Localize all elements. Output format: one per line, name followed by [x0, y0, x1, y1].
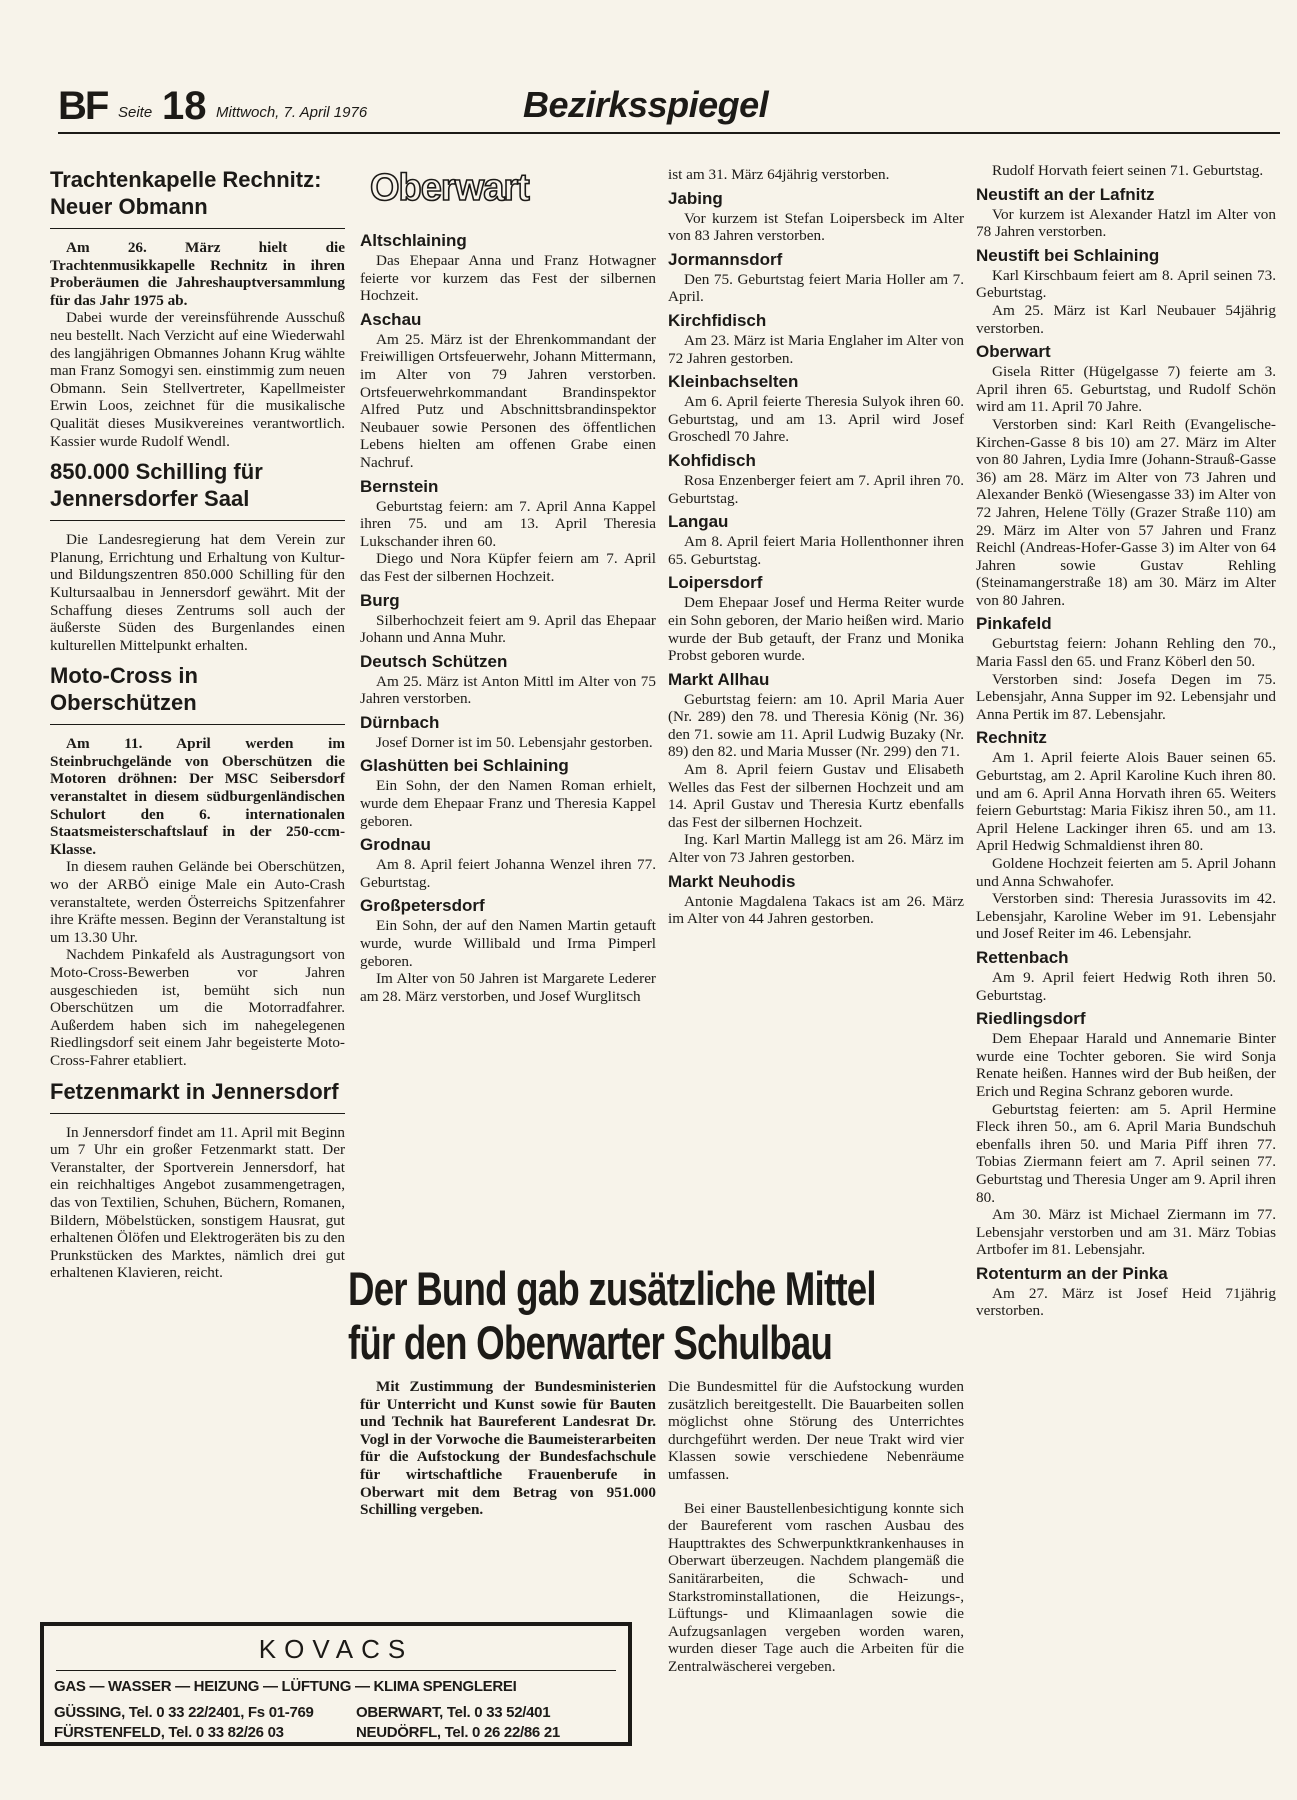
article-paragraph: Dabei wurde der vereinsführende Ausschuß neu bestellt. Nach Verzicht auf eine Wiederwahl des langjährigen Obmannes Johann Krug wählte man Franz Somogyi sen. einstimmig zum neuen Obmann. Sein Stellvertreter, Kapellmeister Erwin Loos, zeichnet für die musikalische Qualität dieses Musikvereines verantwortlich. Kassier wurde Rudolf Wendl.	[50, 309, 345, 450]
ad-contact-fuerstenfeld: FÜRSTENFELD, Tel. 0 33 82/26 03	[54, 1724, 284, 1741]
news-item: Ein Sohn, der auf den Namen Martin getauft wurde, wurde Willibald und Irma Pimperl geboren.	[360, 917, 656, 970]
article-paragraph: In Jennersdorf findet am 11. April mit Beginn um 7 Uhr ein großer Fetzenmarkt statt. Der Veranstalter, der Sportverein Jennersdorf, hat ein reichhaltiges Angebot zusammengetragen, das von Textilien, Schuhen, Büchern, Romanen, Bildern, Möbelstücken, sonstigem Hausrat, gut erhaltenen Ölöfen und Elektrogeräten bis zu den Prunkstücken des Marktes, nämlich drei gut erhaltenen Klavieren, reicht.	[50, 1123, 345, 1282]
place-heading: Jormannsdorf	[668, 249, 783, 269]
news-item: Am 9. April feiert Hedwig Roth ihren 50. Geburtstag.	[976, 968, 1276, 1004]
news-item: Rudolf Horvath feiert seinen 71. Geburtstag.	[992, 162, 1264, 179]
column-4	[976, 162, 1276, 1320]
article-paragraph: Nachdem Pinkafeld als Austragungsort von Moto-Cross-Bewerben vor Jahren ausgeschieden ist, bemüht sich nun Oberschützen um die Motorradfahrer. Außerdem haben sich im nahegelegenen Riedlingsdorf seit einem Jahr begeisterte Moto-Cross-Fahrer etabliert.	[50, 946, 345, 1069]
news-item: Dem Ehepaar Harald und Annemarie Binter wurde eine Tochter geboren. Sie wird Sonja Renate heißen. Hannes wird der Bub heißen, der Erich und Regina Schranz geboren wurde.	[976, 1030, 1276, 1100]
place-heading: Markt Allhau	[668, 669, 770, 689]
place-heading: Grodnau	[360, 835, 431, 855]
place-heading: Kirchfidisch	[668, 310, 767, 330]
schulbau-lead: Mit Zustimmung der Bundesministerien für Unterricht und Kunst sowie für Bauten und Technik hat Baureferent Landesrat Dr. Vogl in der Vorwoche die Baumeisterarbeiten für die Aufstockung der Bundesfachschule für wirtschaftliche Frauenberufe in Oberwart mit dem Betrag von 951.000 Schilling vergeben.	[360, 1378, 656, 1519]
ad-contact-oberwart: OBERWART, Tel. 0 33 52/401	[356, 1704, 551, 1721]
news-item: Goldene Hochzeit feierten am 5. April Johann und Anna Schwahofer.	[976, 855, 1276, 890]
news-item: ist am 31. März 64jährig verstorben.	[668, 166, 890, 183]
masthead	[58, 84, 1280, 136]
place-heading: Rotenturm an der Pinka	[976, 1263, 1168, 1283]
place-heading: Rechnitz	[976, 728, 1047, 748]
news-item: Am 25. März ist der Ehrenkommandant der Freiwilligen Ortsfeuerwehr, Johann Mittermann, im Alter von 79 Jahren verstorben. Ortsfeuerwehrkommandant Brandinspektor Alfred Putz und Abschnittsbrandinspektor Neubauer sowie Personen des öffentlichen Lebens hielten am offenen Grabe einen Nachruf.	[360, 330, 656, 471]
ad-divider	[56, 1670, 616, 1671]
article-paragraph: Die Landesregierung hat dem Verein zur Planung, Errichtung und Erhaltung von Kultur- und Bildungszentren 850.000 Schilling für den Kultursaalbau in Jennersdorf gewährt. Mit der Schaffung dieses Zentrums soll auch der äußerste Süden des Burgenlandes einen kulturellen Mittelpunkt erhalten.	[50, 531, 345, 654]
schulbau-headline-line-2: für den Oberwarter Schulbau	[348, 1316, 833, 1369]
news-item: Diego und Nora Küpfer feiern am 7. April das Fest der silbernen Hochzeit.	[360, 550, 656, 585]
news-item: Silberhochzeit feiert am 9. April das Ehepaar Johann und Anna Muhr.	[360, 611, 656, 647]
place-heading: Oberwart	[976, 342, 1051, 362]
article-headline: 850.000 Schilling für Jennersdorfer Saal	[50, 458, 345, 521]
news-item: Verstorben sind: Karl Reith (Evangelische-Kirchen-Gasse 8 bis 10) am 27. März im Alter von 80 Jahren, Lydia Imre (Johann-Strauß-Gasse 36) am 28. März im Alter von 73 Jahren und Alexander Benkö (Wiesengasse 33) im Alter von 72 Jahren, Helene Tölly (Grazer Straße 110) am 29. März im Alter von 57 Jahren und Franz Reichl (Andreas-Hofer-Gasse 3) im Alter von 64 Jahren sowie Gustav Rehling (Steinamangerstraße 18) am 30. März im Alter von 80 Jahren.	[976, 415, 1276, 609]
ad-trades: GAS — WASSER — HEIZUNG — LÜFTUNG — KLIMA SPENGLEREI	[54, 1678, 517, 1695]
article-headline: Moto-Cross in Oberschützen	[50, 662, 345, 725]
schulbau-paragraph: Bei einer Baustellenbesichtigung konnte sich der Baureferent vom raschen Ausbau des Haupttraktes des Schwerpunktkrankenhauses in Oberwart überzeugen. Nachdem plangemäß die Sanitärarbeiten, die Schwach- und Starkstrominstallationen, die Heizungs-, Lüftungs- und Klimaanlagen sowie die Aufzugsanlagen vergeben worden waren, wurden dieser Tage auch die Arbeiten für die Zentralwäscherei vergeben.	[668, 1499, 964, 1675]
news-item: Den 75. Geburtstag feiert Maria Holler am 7. April.	[668, 270, 964, 306]
place-heading: Neustift bei Schlaining	[976, 245, 1160, 265]
article-headline: Trachtenkapelle Rechnitz: Neuer Obmann	[50, 166, 345, 229]
news-item: Am 6. April feierte Theresia Sulyok ihren 60. Geburtstag, und am 13. April wird Josef Groschedl 70 Jahre.	[668, 393, 964, 446]
news-item: Karl Kirschbaum feiert am 8. April seinen 73. Geburtstag.	[976, 266, 1276, 302]
news-item: Am 8. April feiern Gustav und Elisabeth Welles das Fest der silbernen Hochzeit und am 14. April Gustav und Theresia Kurtz ebenfalls das Fest der silbernen Hochzeit.	[668, 761, 964, 831]
news-item: Verstorben sind: Theresia Jurassovits im 42. Lebensjahr, Karoline Weber im 91. Lebensjahr und Josef Reiter im 46. Lebensjahr.	[976, 890, 1276, 943]
news-item: Am 25. März ist Anton Mittl im Alter von 75 Jahren verstorben.	[360, 672, 656, 708]
place-heading: Deutsch Schützen	[360, 651, 508, 671]
news-item: Ein Sohn, der den Namen Roman erhielt, wurde dem Ehepaar Franz und Theresia Kappel geboren.	[360, 777, 656, 830]
page-number: 18	[162, 84, 207, 128]
article-lead: Am 26. März hielt die Trachtenmusikkapelle Rechnitz in ihren Proberäumen die Jahreshauptversammlung für das Jahr 1975 ab.	[50, 239, 345, 309]
news-item: Geburtstag feierten: am 5. April Hermine Fleck ihren 50., am 6. April Maria Bundschuh ebenfalls ihren 50. und Maria Piff ihren 77. Tobias Ziermann feiert am 7. April seinen 77. Geburtstag und Theresia Unger am 9. April ihren 80.	[976, 1100, 1276, 1206]
ad-contact-guessing: GÜSSING, Tel. 0 33 22/2401, Fs 01-769	[54, 1704, 314, 1721]
news-item: Am 23. März ist Maria Englaher im Alter von 72 Jahren gestorben.	[668, 331, 964, 367]
place-heading: Altschlaining	[360, 231, 467, 250]
news-item: Antonie Magdalena Takacs ist am 26. März im Alter von 44 Jahren gestorben.	[668, 892, 964, 928]
news-item: Vor kurzem ist Stefan Loipersbeck im Alter von 83 Jahren verstorben.	[668, 209, 964, 245]
page-label: Seite	[118, 104, 153, 121]
schulbau-headline-line-1: Der Bund gab zusätzliche Mittel	[348, 1262, 876, 1315]
column-2	[360, 226, 656, 1005]
place-heading: Bernstein	[360, 476, 439, 496]
news-item: Verstorben sind: Josefa Degen im 75. Lebensjahr, Anna Supper im 92. Lebensjahr und Anna Pertik im 87. Lebensjahr.	[976, 670, 1276, 723]
place-heading: Glashütten bei Schlaining	[360, 756, 569, 776]
news-item: Rosa Enzenberger feiert am 7. April ihren 70. Geburtstag.	[668, 471, 964, 507]
news-item: Im Alter von 50 Jahren ist Margarete Lederer am 28. März verstorben, und Josef Wurglitsch	[360, 970, 656, 1005]
place-heading: Aschau	[360, 309, 422, 329]
news-item: Vor kurzem ist Alexander Hatzl im Alter von 78 Jahren verstorben.	[976, 205, 1276, 241]
place-heading: Rettenbach	[976, 947, 1069, 967]
schulbau-column-2	[668, 1378, 964, 1676]
schulbau-column-1	[360, 1378, 656, 1519]
place-heading: Loipersdorf	[668, 573, 763, 593]
news-item: Am 8. April feiert Maria Hollenthonner ihren 65. Geburtstag.	[668, 533, 964, 568]
news-item: Gisela Ritter (Hügelgasse 7) feierte am 3. April ihren 65. Geburtstag, und Rudolf Schön wird am 11. April 70 Jahre.	[976, 363, 1276, 416]
oberwart-district-logo: Oberwart	[370, 167, 529, 209]
place-heading: Kleinbachselten	[668, 372, 799, 392]
paper-logo: BF	[58, 84, 108, 128]
news-item: Dem Ehepaar Josef und Herma Reiter wurde ein Sohn geboren, der Mario heißen wird. Mario wurde der Bub getauft, der Franz und Monika Probst geboren wurde.	[668, 594, 964, 665]
article-paragraph: In diesem rauhen Gelände bei Oberschützen, wo der ARBÖ einige Male ein Auto-Crash veranstaltete, werden Österreichs Spitzenfahrer ihre Kräfte messen. Beginn der Veranstaltung ist um 13.30 Uhr.	[50, 858, 345, 946]
article-headline: Fetzenmarkt in Jennersdorf	[50, 1078, 345, 1114]
issue-date: Mittwoch, 7. April 1976	[216, 104, 368, 121]
section-title: Bezirksspiegel	[523, 84, 769, 125]
column-3	[668, 166, 964, 928]
ad-title: KOVACS	[258, 1634, 414, 1664]
news-item: Das Ehepaar Anna und Franz Hotwagner feierte vor kurzem das Fest der silbernen Hochzeit.	[360, 252, 656, 305]
place-heading: Langau	[668, 512, 729, 532]
news-item: Geburtstag feiern: am 7. April Anna Kappel ihren 75. und am 13. April Theresia Lukschander ihren 60.	[360, 497, 656, 550]
place-heading: Großpetersdorf	[360, 896, 485, 916]
place-heading: Jabing	[668, 188, 723, 208]
news-item: Am 8. April feiert Johanna Wenzel ihren 77. Geburtstag.	[360, 856, 656, 891]
article-lead: Am 11. April werden im Steinbruchgelände von Oberschützen die Motoren dröhnen: Der MSC Seibersdorf veranstaltet in diesem südburgenländischen Schulort den 6. internationalen Staatsmeisterschaftslauf in der 250-ccm-Klasse.	[50, 735, 345, 858]
place-heading: Pinkafeld	[976, 614, 1052, 634]
schulbau-headline	[348, 1262, 876, 1370]
place-heading: Kohfidisch	[668, 450, 756, 470]
masthead-rule	[58, 132, 1280, 134]
schulbau-paragraph: Die Bundesmittel für die Aufstockung wurden zusätzlich bereitgestellt. Die Bauarbeiten sollen möglichst ohne Störung des Unterrichtes durchgeführt werden. Der neue Trakt wird vier Klassen sowie verschiedene Nebenräume umfassen.	[668, 1378, 964, 1483]
news-item: Am 1. April feierte Alois Bauer seinen 65. Geburtstag, am 2. April Karoline Kuch ihren 80. und am 6. April Anna Horvath ihren 65. Weiters feiern Geburtstag: Maria Fikisz ihren 50., am 11. April Helene Lackinger ihren 65. und am 13. April Hedwig Schmaldienst ihren 80.	[976, 749, 1276, 855]
place-heading: Burg	[360, 590, 400, 610]
news-item: Geburtstag feiern: Johann Rehling den 70., Maria Fassl den 65. und Franz Köberl den 50.	[976, 635, 1276, 671]
news-item: Geburtstag feiern: am 10. April Maria Auer (Nr. 289) den 78. und Theresia König (Nr. 36) den 71. sowie am 11. April Ludwig Buzaky (Nr. 89) den 82. und Maria Musser (Nr. 299) den 71.	[668, 690, 964, 761]
kovacs-advertisement	[40, 1622, 632, 1746]
place-heading: Neustift an der Lafnitz	[976, 184, 1155, 204]
news-item: Am 25. März ist Karl Neubauer 54jährig verstorben.	[976, 301, 1276, 337]
ad-contact-neudoerfl: NEUDÖRFL, Tel. 0 26 22/86 21	[356, 1724, 560, 1741]
news-item: Ing. Karl Martin Mallegg ist am 26. März im Alter von 73 Jahren gestorben.	[668, 831, 964, 867]
news-item: Am 30. März ist Michael Ziermann im 77. Lebensjahr verstorben und am 31. März Tobias Artbofer im 81. Lebensjahr.	[976, 1206, 1276, 1259]
news-item: Am 27. März ist Josef Heid 71jährig verstorben.	[976, 1284, 1276, 1320]
place-heading: Riedlingsdorf	[976, 1009, 1086, 1029]
news-item: Josef Dorner ist im 50. Lebensjahr gestorben.	[376, 733, 653, 751]
column-1	[50, 158, 345, 1282]
place-heading: Dürnbach	[360, 712, 440, 732]
place-heading: Markt Neuhodis	[668, 871, 796, 891]
